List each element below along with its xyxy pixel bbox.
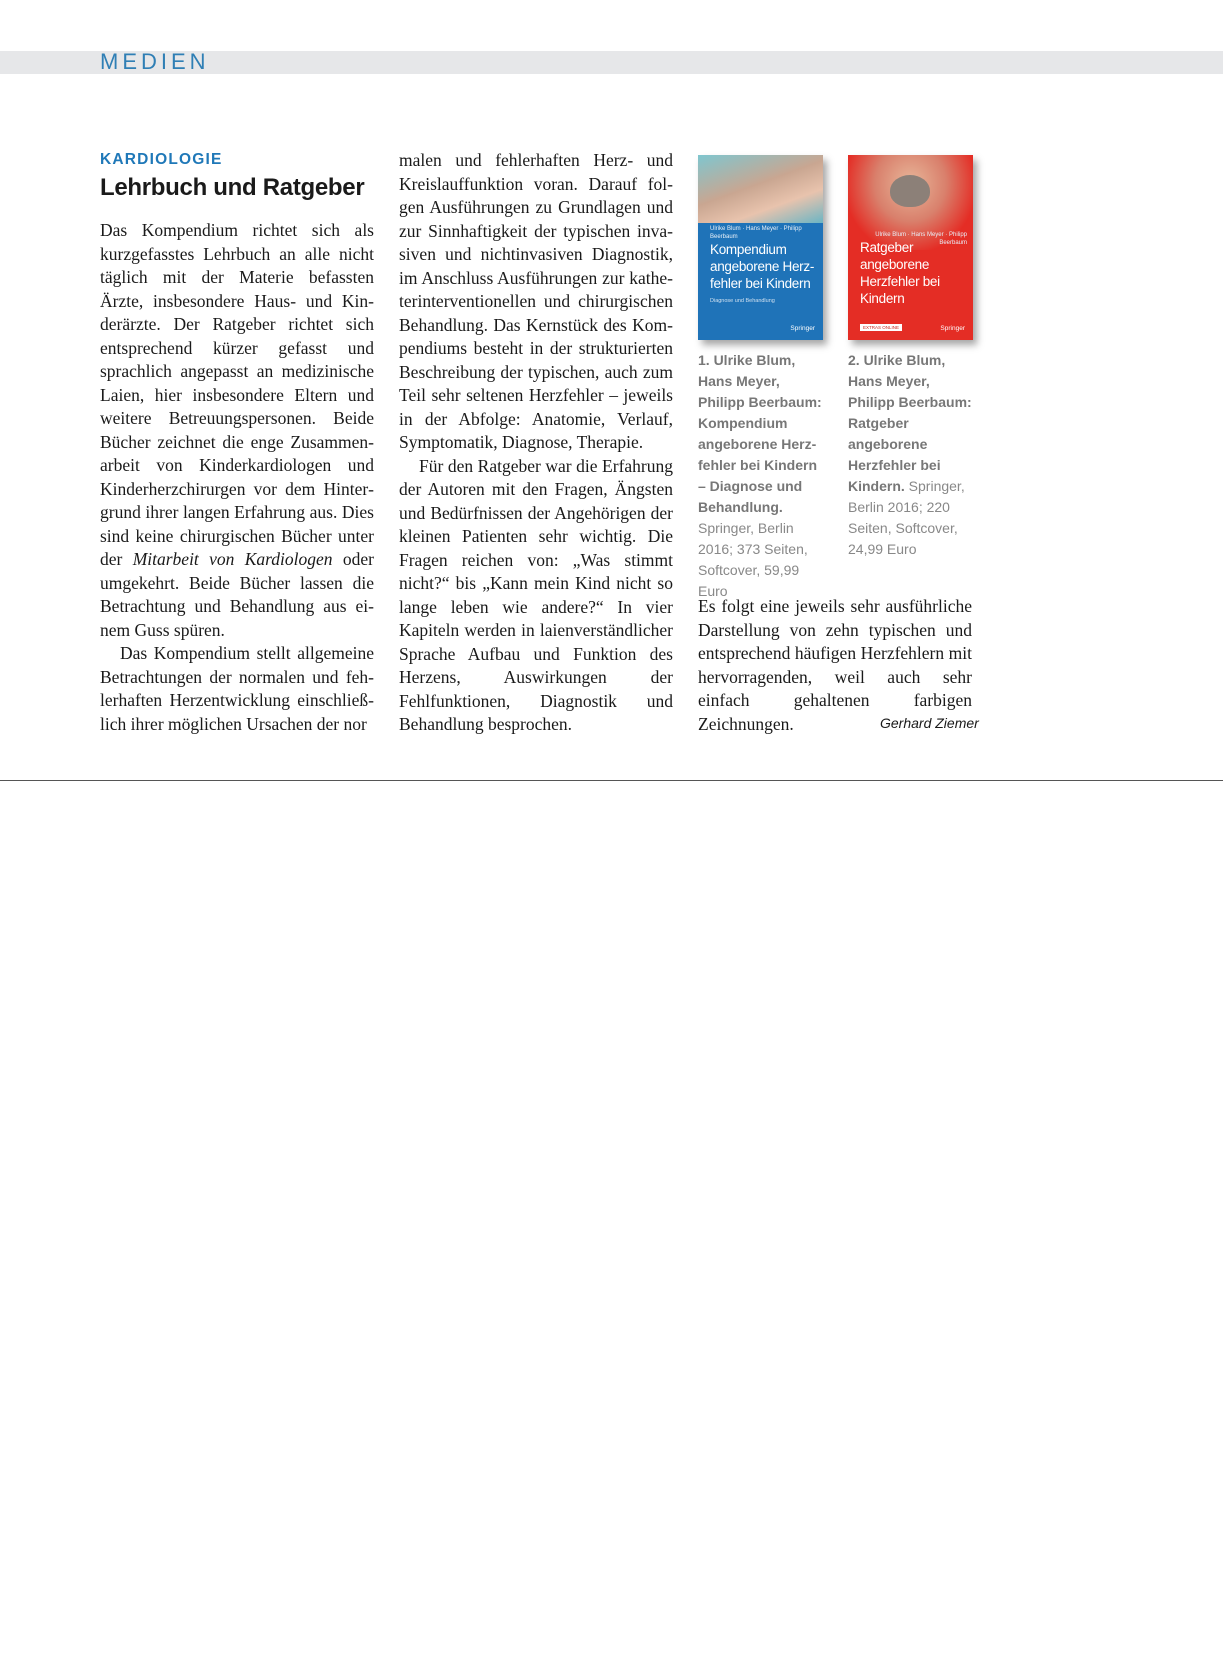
cover-authors: Ulrike Blum · Hans Meyer · Philipp Beerbaum [710, 226, 802, 240]
book-caption-1 [698, 350, 823, 602]
heart-stone-icon [890, 175, 930, 207]
author-signature: Gerhard Ziemer [880, 715, 979, 731]
caption-details: Springer, Berlin 2016; 220 Seiten, Softcover, 24,99 Euro [848, 478, 965, 557]
extras-online-badge: EXTRAS ONLINE [860, 324, 902, 331]
article-paragraph: Für den Ratgeber war die Erfahrung der Autoren mit den Fragen, Ängsten und Bedürfnissen der Angehörigen der kleinen Patienten sehr wichtig. Die Fragen reichen von: „Was stimmt nicht?“ bis „Kann mein Kind nicht so lange leben wie andere?“ In vier Kapiteln werden in laienverständlicher Sprache Aufbau und Funktion des Herzens, Auswirkungen der Fehlfunktionen, Diagnostik und Behandlung besprochen. [399, 455, 673, 734]
book-caption-2 [848, 350, 973, 560]
article-column-2 [399, 149, 673, 737]
paragraph-text: Das Kompendium richtet sich als kurzgefasstes Lehrbuch an alle nicht täglich mit der Materie befassten Ärzte, insbesondere Haus- und Kinderärzte. Der Ratgeber richtet sich entsprechend kürzer gefasst und sprachlich angepasst an medizinische Laien, hier insbesondere Eltern und weitere Betreuungspersonen. Beide Bücher zeichnet die enge Zusammenarbeit von Kinderkardiologen und Kinderherzchirurgen vor dem Hintergrund ihrer langen Erfahrung aus. Dies sind keine chirurgischen Bücher unter der [100, 220, 374, 569]
publisher-logo: Springer [940, 325, 965, 332]
caption-details: Springer, Berlin 2016; 373 Seiten, Softcover, 59,99 Euro [698, 520, 808, 599]
emphasis-text: Mitarbeit von Kardiologen [132, 549, 333, 569]
article-headline: Lehrbuch und Ratgeber [100, 174, 365, 201]
cover-subtitle: Diagnose und Behandlung [710, 298, 775, 304]
section-label: MEDIEN [100, 49, 210, 74]
article-paragraph: Es folgt eine jeweils sehr ausführliche Darstellung von zehn typischen und entsprechend häufigen Herzfehlern mit hervorragenden, weil auch sehr einfach gehaltenen farbigen Zeichnungen. [698, 596, 972, 734]
paragraph-text: oder umgekehrt. Beide Bücher lassen die Betrachtung und Behandlung aus einem Guss spüren. [100, 549, 374, 640]
article-paragraph [100, 219, 374, 642]
article-paragraph: Das Kompendium stellt allgemeine Betrachtungen der normalen und fehlerhaften Herzentwicklung einschließlich ihrer möglichen Ursachen der nor [100, 643, 374, 734]
article-paragraph: malen und fehlerhaften Herz- und Kreislauffunktion voran. Darauf folgen Ausführungen zu Grundlagen und zur Sinnhaftigkeit der typischen invasiven und nichtinvasiven Diagnostik, im Anschluss Ausführungen zur katheterinterventionellen und chirurgischen Behandlung. Das Kernstück des Kompendiums besteht in der strukturierten Beschreibung der typischen, auch zum Teil sehr seltenen Herzfehler – jeweils in der Abfolge: Anatomie, Verlauf, Symptomatik, Diagnose, Therapie. [399, 150, 673, 452]
caption-bold: 2. Ulrike Blum, Hans Meyer, Philipp Beerbaum: Ratgeber angeborene Herzfehler bei Kindern. [848, 352, 972, 494]
cover-title: Kompendium angeborene Herzfehler bei Kindern [710, 242, 815, 291]
article-kicker: KARDIOLOGIE [100, 151, 223, 168]
book-cover-kompendium [698, 155, 823, 340]
article-column-1 [100, 219, 374, 736]
cover-photo [698, 155, 823, 223]
cover-authors: Ulrike Blum · Hans Meyer · Philipp Beerbaum [875, 232, 967, 246]
footer-rule [0, 780, 1223, 781]
book-cover-ratgeber [848, 155, 973, 340]
cover-title: Ratgeber angeborene Herzfehler bei Kindern [860, 240, 940, 306]
caption-bold: 1. Ulrike Blum, Hans Meyer, Philipp Beerbaum: Kompendium angeborene Herzfehler bei Kindern – Diagnose und Behandlung. [698, 352, 822, 515]
publisher-logo: Springer [790, 325, 815, 332]
